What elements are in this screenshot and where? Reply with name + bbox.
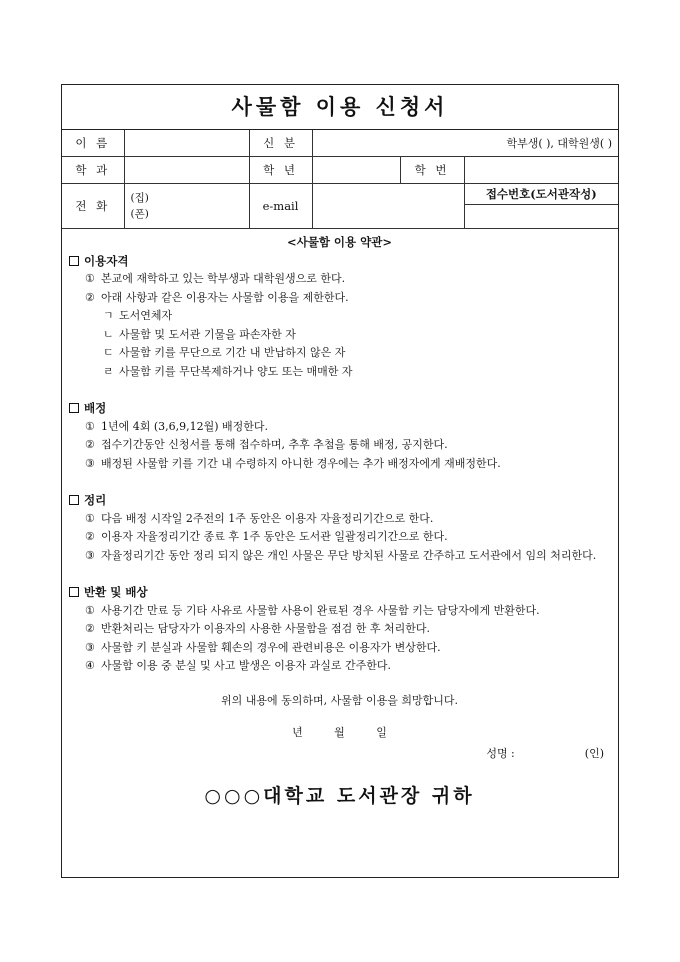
department-field[interactable]	[124, 157, 249, 184]
year-field[interactable]	[312, 157, 400, 184]
section-allocation	[69, 399, 610, 473]
phone-home: (집)	[130, 192, 149, 204]
phone-label: 전 화	[62, 184, 124, 229]
list-item: ④ 사물함 이용 중 분실 및 사고 발생은 이용자 과실로 간주한다.	[85, 659, 391, 672]
name-field[interactable]	[124, 130, 249, 157]
status-field[interactable]: 학부생( ), 대학원생( )	[312, 130, 618, 157]
sub-item: ㄴ 사물함 및 도서관 기물을 파손자한 자	[103, 327, 296, 341]
sub-item: ㄷ 사물함 키를 무단으로 기간 내 반납하지 않은 자	[103, 346, 346, 359]
agreement-statement: 위의 내용에 동의하며, 사물함 이용을 희망합니다.	[221, 693, 458, 707]
list-item: ① 1년에 4회 (3,6,9,12월) 배정한다.	[85, 419, 269, 433]
year-label: 학 년	[249, 157, 312, 184]
section-heading: 이용자격	[84, 253, 129, 268]
list-item: ① 본교에 재학하고 있는 학부생과 대학원생으로 한다.	[85, 272, 346, 285]
name-label: 이 름	[62, 130, 124, 157]
checkbox-square-icon	[69, 256, 79, 266]
section-heading: 반환 및 배상	[84, 585, 148, 599]
phone-mobile: (폰)	[130, 208, 149, 220]
list-item: ② 접수기간동안 신청서를 통해 접수하며, 추후 추첨을 통해 배정, 공지한다.	[85, 438, 448, 451]
list-item: ③ 배정된 사물함 키를 기간 내 수령하지 아니한 경우에는 추가 배정자에게 재배정한다.	[85, 456, 501, 470]
list-item: ② 아래 사항과 같은 이용자는 사물함 이용을 제한한다.	[85, 290, 349, 304]
section-return-compensation	[69, 583, 610, 676]
receipt-number-field[interactable]	[464, 205, 618, 229]
applicant-info-table	[62, 130, 618, 229]
signature-label[interactable]: 성명 :	[486, 746, 515, 760]
section-heading: 배정	[84, 401, 107, 415]
date-line[interactable]: 년 월 일	[292, 726, 387, 739]
seal-mark: (인)	[584, 746, 604, 760]
list-item: ① 사용기간 만료 등 기타 사유로 사물함 사용이 완료된 경우 사물함 키는 담당자에게 반환한다.	[85, 603, 540, 617]
checkbox-square-icon	[69, 587, 79, 597]
student-number-field[interactable]	[464, 157, 618, 184]
phone-field[interactable]	[124, 184, 249, 229]
form-title: 사물함 이용 신청서	[62, 85, 618, 130]
student-number-label: 학 번	[400, 157, 464, 184]
section-cleanup	[69, 491, 610, 565]
addressee: ○○○대학교 도서관장 귀하	[204, 785, 475, 807]
sub-item: ㄹ 사물함 키를 무단복제하거나 양도 또는 매매한 자	[103, 364, 353, 378]
email-field[interactable]	[312, 184, 464, 229]
list-item: ① 다음 배정 시작일 2주전의 1주 동안은 이용자 자율정리기간으로 한다.	[85, 511, 434, 525]
section-heading: 정리	[84, 493, 107, 507]
terms-section	[62, 229, 618, 806]
list-item: ② 반환처리는 담당자가 이용자의 사용한 사물함을 점검 한 후 처리한다.	[85, 622, 430, 635]
terms-title: <사물함 이용 약관>	[286, 235, 393, 249]
list-item: ③ 사물함 키 분실과 사물함 훼손의 경우에 관련비용은 이용자가 변상한다.	[85, 640, 441, 654]
checkbox-square-icon	[69, 495, 79, 505]
email-label: e-mail	[249, 184, 312, 229]
receipt-number-label: 접수번호(도서관작성)	[464, 184, 618, 205]
list-item: ② 이용자 자율정리기간 종료 후 1주 동안은 도서관 일괄정리기간으로 한다.	[85, 530, 448, 543]
checkbox-square-icon	[69, 403, 79, 413]
department-label: 학 과	[62, 157, 124, 184]
application-form	[61, 84, 619, 878]
list-item: ③ 자율정리기간 동안 정리 되지 않은 개인 사물은 무단 방치된 사물로 간주하고 도서관에서 임의 처리한다.	[85, 548, 597, 562]
status-label: 신 분	[249, 130, 312, 157]
signature-line	[69, 745, 610, 764]
section-eligibility	[69, 252, 610, 382]
sub-item: ㄱ 도서연체자	[103, 309, 173, 322]
